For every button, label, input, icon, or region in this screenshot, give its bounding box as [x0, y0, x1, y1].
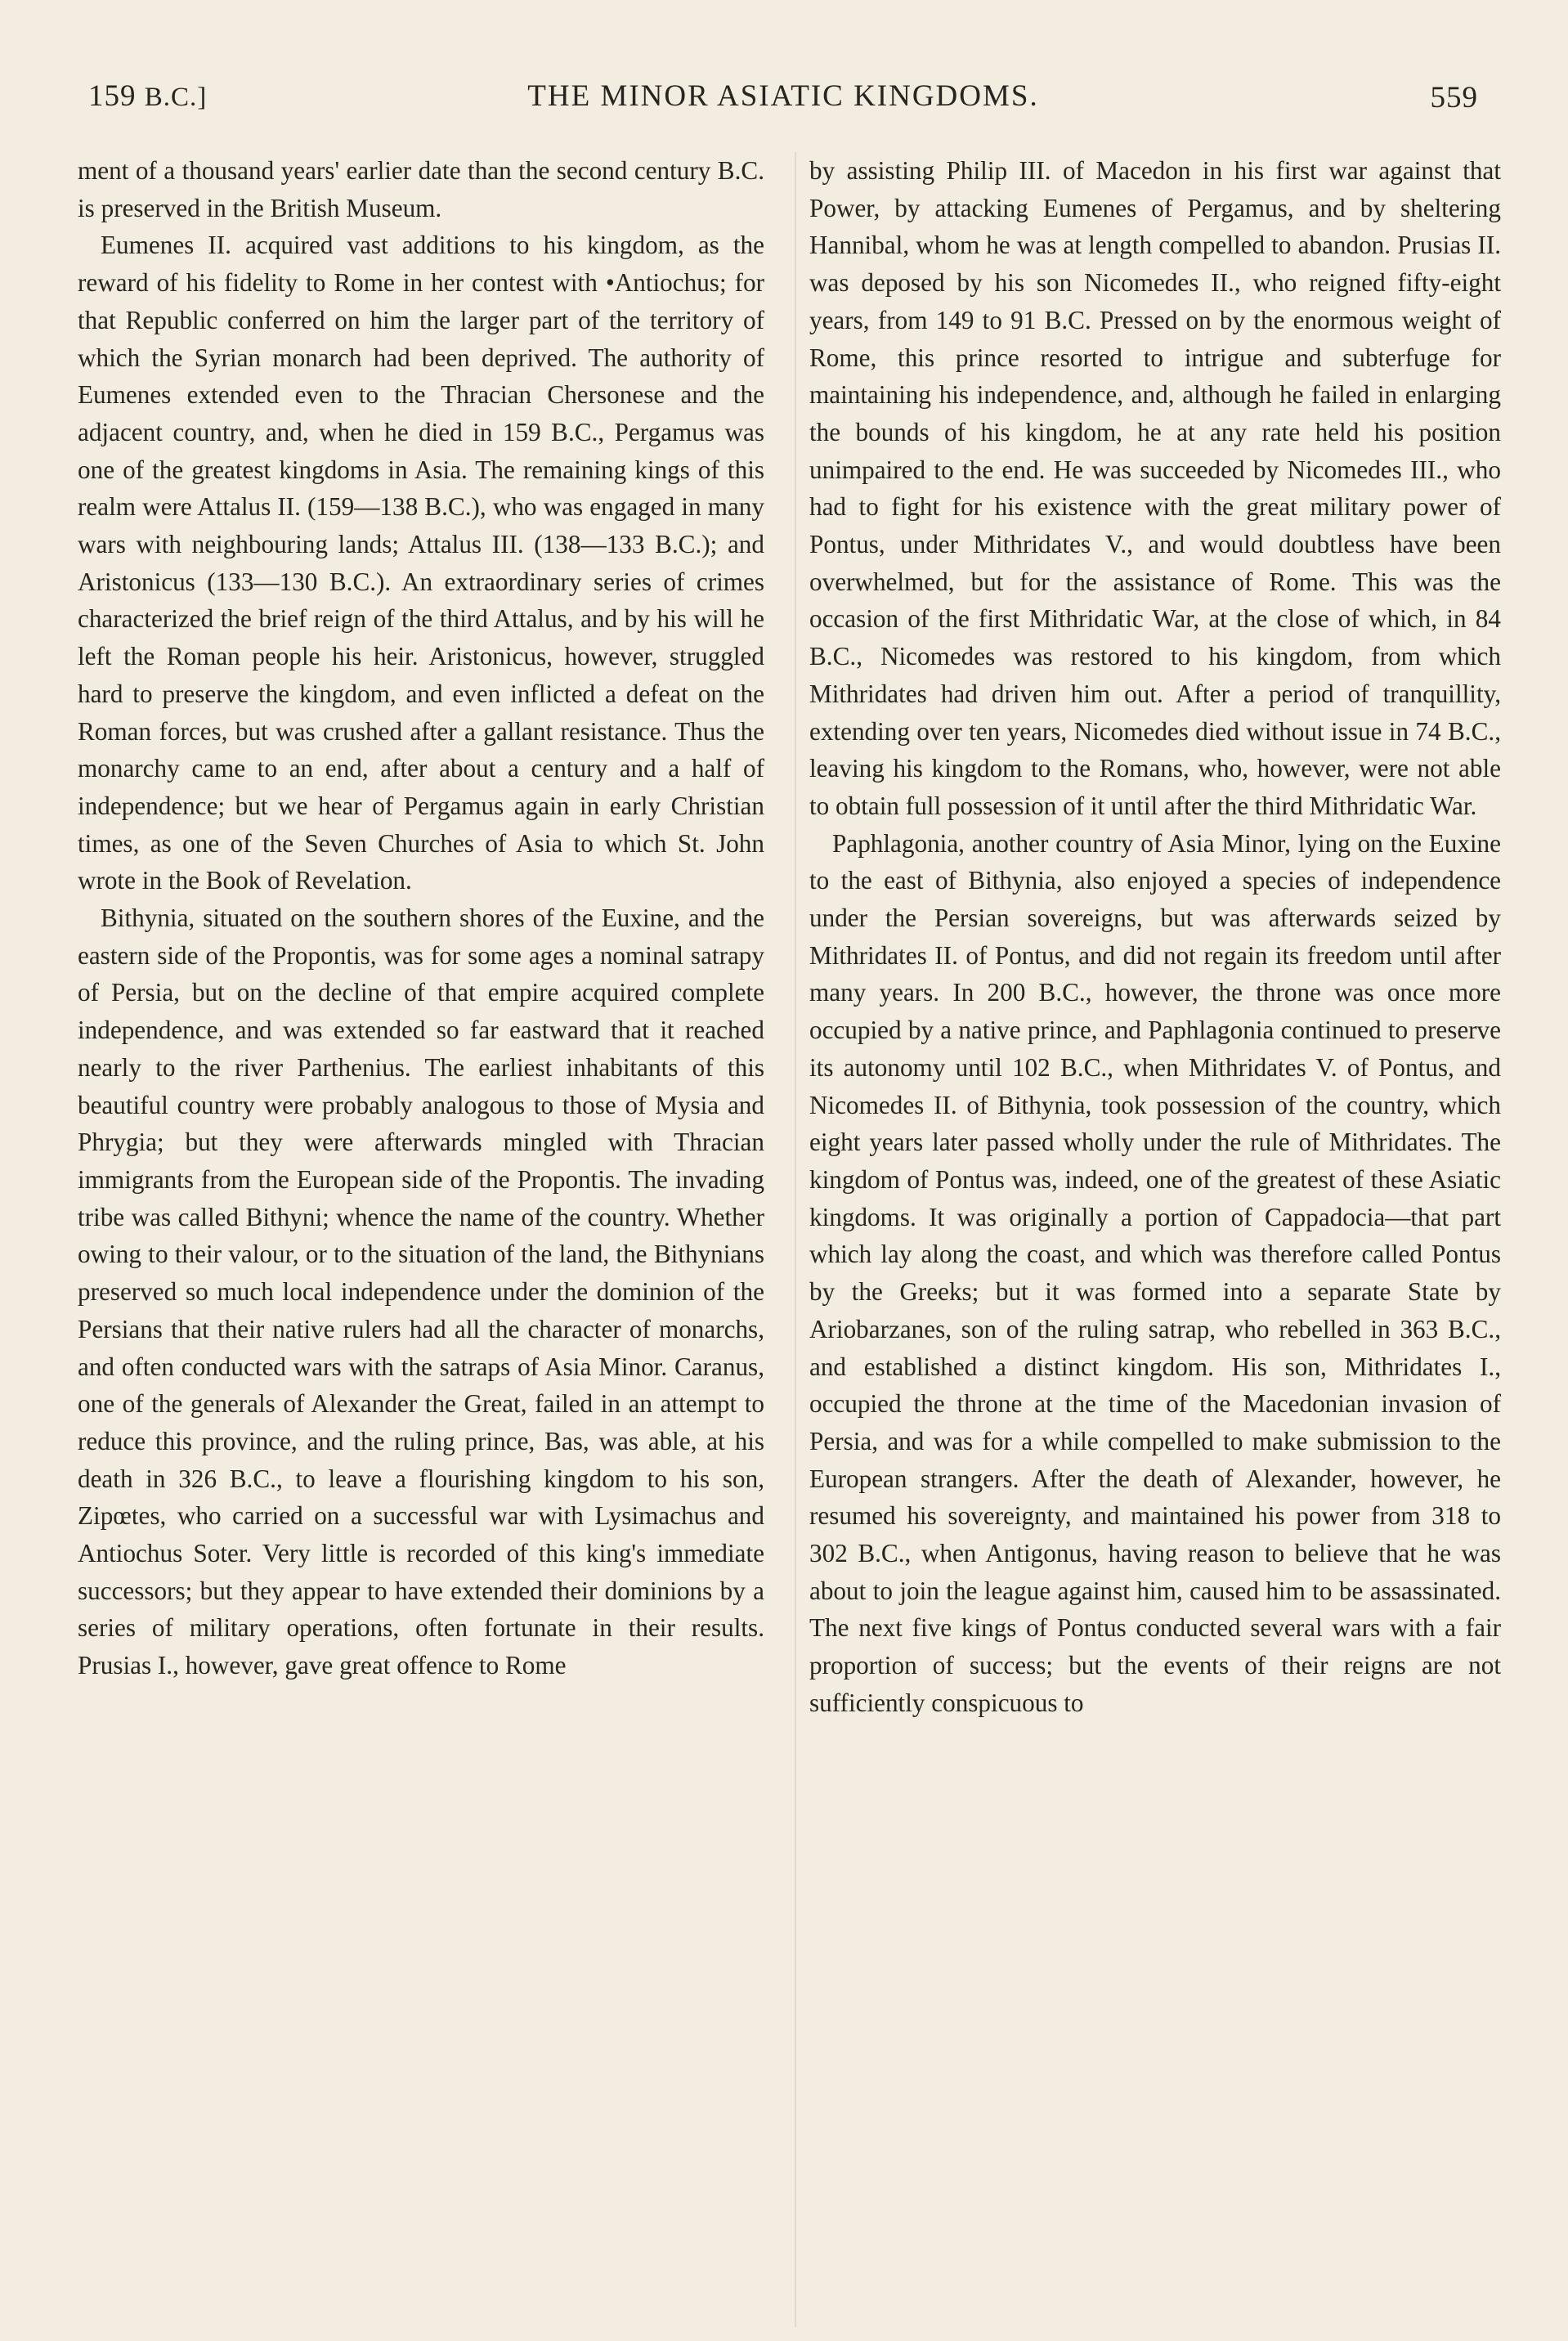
- running-head-title: THE MINOR ASIATIC KINGDOMS.: [527, 79, 1039, 113]
- paragraph-eumenes: Eumenes II. acquired vast additions to his kingdom, as the reward of his fidelity to Rome in her contest with •Antiochus; for that Republic conferred on him the larger part of the territory of which the Syrian monarch had been deprived. The authority of Eumenes extended even to the Thracian Chersonese and the adjacent country, and, when he died in 159 B.C., Pergamus was one of the greatest kingdoms in Asia. The remaining kings of this realm were Attalus II. (159—138 B.C.), who was engaged in many wars with neighbouring lands; Attalus III. (138—133 B.C.); and Aristonicus (133—130 B.C.). An extraordinary series of crimes characterized the brief reign of the third Attalus, and by his will he left the Roman people his heir. Aristonicus, however, struggled hard to preserve the kingdom, and even inflicted a defeat on the Roman forces, but was crushed after a gallant resistance. Thus the monarchy came to an end, after about a century and a half of independence; but we hear of Pergamus again in early Christian times, as one of the Seven Churches of Asia to which St. John wrote in the Book of Revelation.: [78, 231, 764, 895]
- paragraph-prusias: by assisting Philip III. of Macedon in his first war against that Power, by attacking Eumenes of Pergamus, and by sheltering Hannibal, whom he was at length compelled to abandon. Prusias II. was deposed by his son Nicomedes II., who reigned fifty-eight years, from 149 to 91 B.C. Pressed on by the enormous weight of Rome, this prince resorted to intrigue and subterfuge for maintaining his independence, and, although he failed in enlarging the bounds of his kingdom, he at any rate held his position unimpaired to the end. He was succeeded by Nicomedes III., who had to fight for his existence with the great military power of Pontus, under Mithridates V., and would doubtless have been overwhelmed, but for the assistance of Rome. This was the occasion of the first Mithridatic War, at the close of which, in 84 B.C., Nicomedes was restored to his kingdom, from which Mithridates had driven him out. After a period of tranquillity, extending over ten years, Nicomedes died without issue in 74 B.C., leaving his kingdom to the Romans, who, however, were not able to obtain full possession of it until after the third Mithridatic War.: [809, 156, 1501, 820]
- paragraph-paphlagonia: Paphlagonia, another country of Asia Minor, lying on the Euxine to the east of Bithynia, also enjoyed a species of independence under the Persian sovereigns, but was afterwards seized by Mithridates II. of Pontus, and did not regain its freedom until after many years. In 200 B.C., however, the throne was once more occupied by a native prince, and Paphlagonia continued to preserve its autonomy until 102 B.C., when Mithridates V. of Pontus, and Nicomedes II. of Bithynia, took possession of the country, which eight years later passed wholly under the rule of Mithridates. The kingdom of Pontus was, indeed, one of the greatest of these Asiatic kingdoms. It was originally a portion of Cappadocia—that part which lay along the coast, and which was therefore called Pontus by the Greeks; but it was formed into a separate State by Ariobarzanes, son of the ruling satrap, who rebelled in 363 B.C., and established a distinct kingdom. His son, Mithridates I., occupied the throne at the time of the Macedonian invasion of Persia, and was for a while compelled to make submission to the European strangers. After the death of Alexander, however, he resumed his sovereignty, and maintained his power from 318 to 302 B.C., when Antigonus, having reason to believe that he was about to join the league against him, caused him to be assassinated. The next five kings of Pontus conducted several wars with a fair proportion of success; but the events of their reigns are not sufficiently conspicuous to: [809, 828, 1501, 1717]
- paragraph-bithynia: Bithynia, situated on the southern shores of the Euxine, and the eastern side of the Propontis, was for some ages a nominal satrapy of Persia, but on the decline of that empire acquired complete independence, and was extended so far eastward that it reached nearly to the river Parthenius. The earliest inhabitants of this beautiful country were probably analogous to those of Mysia and Phrygia; but they were afterwards mingled with Thracian immigrants from the European side of the Propontis. The invading tribe was called Bithyni; whence the name of the country. Whether owing to their valour, or to the situation of the land, the Bithynians preserved so much local independence under the dominion of the Persians that their native rulers had all the character of monarchs, and often conducted wars with the satraps of Asia Minor. Caranus, one of the generals of Alexander the Great, failed in an attempt to reduce this province, and the ruling prince, Bas, was able, at his death in 326 B.C., to leave a flourishing kingdom to his son, Zipœtes, who carried on a successful war with Lysimachus and Antiochus Soter. Very little is recorded of this king's immediate successors; but they appear to have extended their dominions by a series of military operations, often fortunate in their results. Prusias I., however, gave great offence to Rome: [78, 904, 764, 1680]
- running-head: [88, 78, 1478, 128]
- left-text-column: [78, 152, 764, 1684]
- right-text-column: [809, 152, 1501, 1722]
- column-divider: [795, 152, 796, 2327]
- paragraph-continuation: ment of a thousand years' earlier date than the second century B.C. is preserved in the British Museum.: [78, 156, 764, 222]
- running-head-year: 159 B.C.]: [88, 79, 208, 113]
- page-number: 559: [1430, 81, 1478, 114]
